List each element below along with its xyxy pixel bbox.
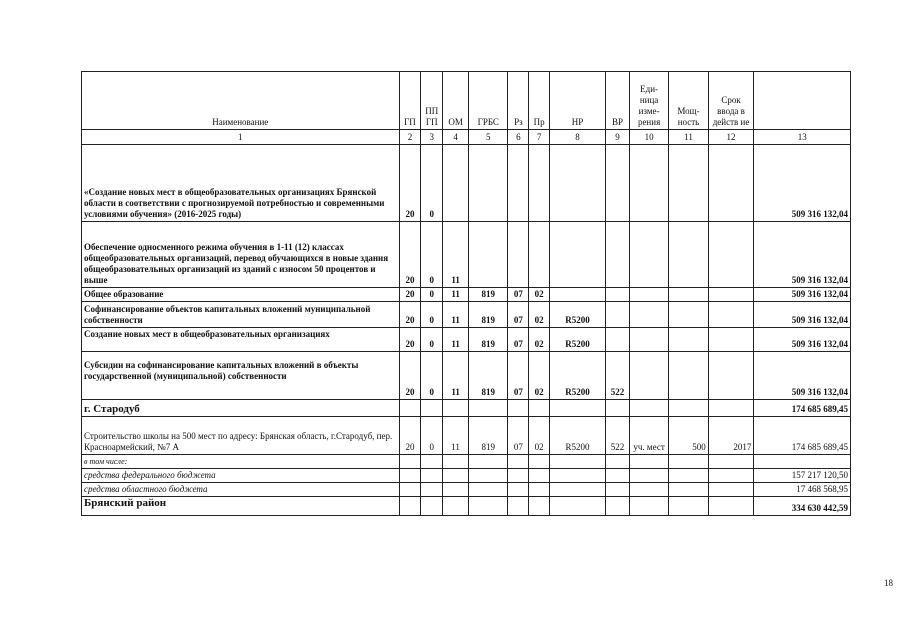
row-vr: 522: [606, 417, 630, 455]
row-pr: 02: [529, 328, 550, 352]
table-row: [82, 417, 851, 455]
row-nr: [549, 469, 605, 483]
row-grbs: [469, 145, 508, 222]
row-term: [708, 352, 754, 400]
row-unit: [629, 222, 668, 288]
row-grbs: 819: [469, 302, 508, 328]
row-unit: [629, 328, 668, 352]
row-amount: 174 685 689,45: [754, 417, 851, 455]
header-gp: ГП: [399, 72, 421, 130]
table-row: [82, 483, 851, 497]
row-grbs: [469, 222, 508, 288]
row-term: [708, 302, 754, 328]
row-grbs: [469, 400, 508, 417]
row-nr: R5200: [549, 328, 605, 352]
row-unit: [629, 145, 668, 222]
row-vr: [606, 145, 630, 222]
row-unit: [629, 400, 668, 417]
header-row: [82, 72, 851, 130]
row-vr: [606, 483, 630, 497]
row-om: [443, 455, 469, 469]
row-unit: [629, 483, 668, 497]
row-name: Брянский район: [82, 497, 400, 516]
column-number: 11: [669, 130, 708, 145]
row-amount: 509 316 132,04: [754, 222, 851, 288]
row-power: [669, 483, 708, 497]
row-om: 11: [443, 288, 469, 302]
row-amount: 509 316 132,04: [754, 328, 851, 352]
page-number: 18: [884, 578, 893, 588]
row-vr: [606, 469, 630, 483]
row-rz: [508, 497, 529, 516]
row-amount: 157 217 120,50: [754, 469, 851, 483]
row-name: средства областного бюджета: [82, 483, 400, 497]
row-rz: 07: [508, 328, 529, 352]
row-gp: 20: [399, 417, 421, 455]
row-term: [708, 222, 754, 288]
table-row: [82, 455, 851, 469]
row-gp: 20: [399, 352, 421, 400]
column-number: 9: [606, 130, 630, 145]
table-row: [82, 222, 851, 288]
row-pr: 02: [529, 288, 550, 302]
row-ppgp: [421, 469, 443, 483]
row-unit: [629, 497, 668, 516]
row-power: [669, 400, 708, 417]
row-vr: 522: [606, 352, 630, 400]
header-term: Срок ввода в действ ие: [708, 72, 754, 130]
row-gp: 20: [399, 222, 421, 288]
header-ppgp: ПП ГП: [421, 72, 443, 130]
column-number: 5: [469, 130, 508, 145]
row-name: Софинансирование объектов капитальных вложений муниципальной собственности: [82, 302, 400, 328]
row-om: 11: [443, 417, 469, 455]
row-gp: [399, 483, 421, 497]
row-term: [708, 400, 754, 417]
row-nr: [549, 222, 605, 288]
row-ppgp: [421, 483, 443, 497]
row-nr: [549, 400, 605, 417]
row-nr: R5200: [549, 352, 605, 400]
row-pr: [529, 455, 550, 469]
row-gp: 20: [399, 145, 421, 222]
row-ppgp: 0: [421, 302, 443, 328]
row-term: [708, 483, 754, 497]
row-rz: [508, 483, 529, 497]
row-power: 500: [669, 417, 708, 455]
header-pr: Пр: [529, 72, 550, 130]
row-unit: [629, 288, 668, 302]
column-number: 8: [549, 130, 605, 145]
row-pr: [529, 400, 550, 417]
row-unit: [629, 352, 668, 400]
row-pr: [529, 469, 550, 483]
row-pr: 02: [529, 302, 550, 328]
row-rz: [508, 145, 529, 222]
row-amount: 509 316 132,04: [754, 288, 851, 302]
header-amount: [754, 72, 851, 130]
row-rz: [508, 222, 529, 288]
row-term: [708, 497, 754, 516]
row-term: [708, 455, 754, 469]
row-rz: 07: [508, 352, 529, 400]
row-vr: [606, 400, 630, 417]
table-row: [82, 497, 851, 516]
row-om: [443, 497, 469, 516]
row-name: Создание новых мест в общеобразовательных организациях: [82, 328, 400, 352]
row-amount: 509 316 132,04: [754, 302, 851, 328]
row-unit: [629, 469, 668, 483]
row-pr: [529, 145, 550, 222]
row-power: [669, 455, 708, 469]
row-ppgp: 0: [421, 417, 443, 455]
row-name: средства федерального бюджета: [82, 469, 400, 483]
row-om: 11: [443, 328, 469, 352]
row-term: [708, 469, 754, 483]
row-grbs: [469, 483, 508, 497]
header-unit: Еди-ница изме-рения: [629, 72, 668, 130]
budget-table: [81, 71, 851, 516]
row-vr: [606, 288, 630, 302]
row-amount: 17 468 568,95: [754, 483, 851, 497]
row-gp: [399, 469, 421, 483]
row-grbs: [469, 469, 508, 483]
row-ppgp: [421, 497, 443, 516]
row-term: 2017: [708, 417, 754, 455]
row-pr: [529, 483, 550, 497]
header-nr: НР: [549, 72, 605, 130]
row-term: [708, 288, 754, 302]
column-number: 4: [443, 130, 469, 145]
column-number: 13: [754, 130, 851, 145]
row-nr: [549, 455, 605, 469]
row-nr: [549, 483, 605, 497]
row-power: [669, 469, 708, 483]
column-number: 12: [708, 130, 754, 145]
row-vr: [606, 222, 630, 288]
row-pr: 02: [529, 352, 550, 400]
row-pr: [529, 497, 550, 516]
row-ppgp: 0: [421, 145, 443, 222]
table-row: [82, 352, 851, 400]
table-row: [82, 302, 851, 328]
row-ppgp: [421, 455, 443, 469]
row-grbs: [469, 497, 508, 516]
row-power: [669, 222, 708, 288]
row-power: [669, 328, 708, 352]
row-ppgp: 0: [421, 328, 443, 352]
row-name: «Создание новых мест в общеобразовательных организациях Брянской области в соответствии с прогнозируемой потребностью и современными условиями обучения» (2016-2025 годы): [82, 145, 400, 222]
row-rz: [508, 469, 529, 483]
table-row: [82, 288, 851, 302]
row-gp: 20: [399, 302, 421, 328]
row-unit: [629, 302, 668, 328]
row-rz: [508, 455, 529, 469]
row-nr: [549, 288, 605, 302]
row-gp: [399, 497, 421, 516]
row-grbs: 819: [469, 352, 508, 400]
row-ppgp: [421, 400, 443, 417]
row-nr: R5200: [549, 417, 605, 455]
row-name: Строительство школы на 500 мест по адресу: Брянская область, г.Стародуб, пер. Красноармейский, №7 А: [82, 417, 400, 455]
column-number: 3: [421, 130, 443, 145]
row-om: 11: [443, 222, 469, 288]
table-row: [82, 469, 851, 483]
row-rz: 07: [508, 302, 529, 328]
row-grbs: 819: [469, 288, 508, 302]
table-row: [82, 145, 851, 222]
row-vr: [606, 497, 630, 516]
row-om: [443, 400, 469, 417]
row-power: [669, 352, 708, 400]
row-gp: [399, 455, 421, 469]
row-name: Субсидии на софинансирование капитальных вложений в объекты государственной (муниципальной) собственности: [82, 352, 400, 400]
header-power: Мощ-ность: [669, 72, 708, 130]
table-row: [82, 328, 851, 352]
table-row: [82, 400, 851, 417]
row-grbs: [469, 455, 508, 469]
row-ppgp: 0: [421, 352, 443, 400]
row-amount: 174 685 689,45: [754, 400, 851, 417]
row-power: [669, 288, 708, 302]
row-name: г. Стародуб: [82, 400, 400, 417]
row-name: в том числе:: [82, 455, 400, 469]
row-om: [443, 469, 469, 483]
row-power: [669, 302, 708, 328]
row-amount: 509 316 132,04: [754, 145, 851, 222]
row-vr: [606, 328, 630, 352]
row-vr: [606, 302, 630, 328]
row-nr: R5200: [549, 302, 605, 328]
column-number: 6: [508, 130, 529, 145]
column-number: 7: [529, 130, 550, 145]
column-number: 10: [629, 130, 668, 145]
header-om: ОМ: [443, 72, 469, 130]
row-ppgp: 0: [421, 288, 443, 302]
row-gp: [399, 400, 421, 417]
row-amount: 509 316 132,04: [754, 352, 851, 400]
header-rz: Рз: [508, 72, 529, 130]
row-unit: уч. мест: [629, 417, 668, 455]
row-amount: 334 630 442,59: [754, 497, 851, 516]
header-name: Наименование: [82, 72, 400, 130]
row-pr: [529, 222, 550, 288]
row-unit: [629, 455, 668, 469]
header-vr: ВР: [606, 72, 630, 130]
row-pr: 02: [529, 417, 550, 455]
row-power: [669, 145, 708, 222]
header-grbs: ГРБС: [469, 72, 508, 130]
row-rz: [508, 400, 529, 417]
row-rz: 07: [508, 417, 529, 455]
row-ppgp: 0: [421, 222, 443, 288]
row-om: 11: [443, 352, 469, 400]
row-rz: 07: [508, 288, 529, 302]
column-number: 1: [82, 130, 400, 145]
row-vr: [606, 455, 630, 469]
row-power: [669, 497, 708, 516]
row-om: [443, 483, 469, 497]
row-grbs: 819: [469, 328, 508, 352]
row-name: Обеспечение односменного режима обучения в 1-11 (12) классах общеобразовательных организаций, перевод обучающихся в новые здания общеобразовательных организаций из зданий с износом 50 процентов и выше: [82, 222, 400, 288]
column-number-row: [82, 130, 851, 145]
row-name: Общее образование: [82, 288, 400, 302]
row-gp: 20: [399, 328, 421, 352]
row-term: [708, 328, 754, 352]
row-om: 11: [443, 302, 469, 328]
row-nr: [549, 145, 605, 222]
row-nr: [549, 497, 605, 516]
row-gp: 20: [399, 288, 421, 302]
column-number: 2: [399, 130, 421, 145]
row-term: [708, 145, 754, 222]
row-grbs: 819: [469, 417, 508, 455]
row-om: [443, 145, 469, 222]
row-amount: [754, 455, 851, 469]
